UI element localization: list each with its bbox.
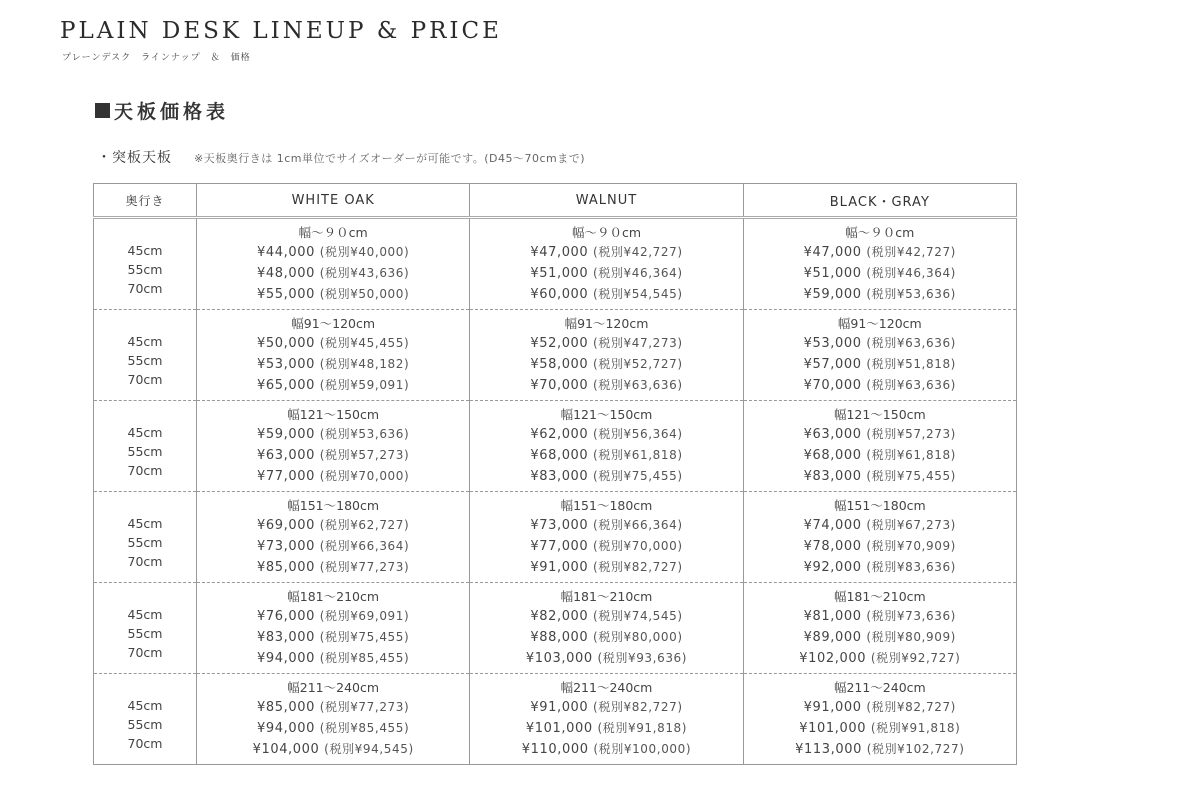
price-value: ¥57,000 xyxy=(803,357,862,372)
price-value: ¥78,000 xyxy=(803,539,862,554)
depth-label: 70cm xyxy=(127,371,163,387)
price-line xyxy=(744,648,1016,669)
width-range-label: 幅121〜150cm xyxy=(560,407,653,422)
price-line xyxy=(470,284,742,305)
price-line xyxy=(197,242,469,263)
price-cell xyxy=(197,583,470,674)
price-line xyxy=(470,333,742,354)
price-table xyxy=(93,183,1017,765)
width-range-label: 幅181〜210cm xyxy=(833,589,926,604)
price-cell xyxy=(743,674,1016,765)
price-line xyxy=(470,424,742,445)
price-excl-tax: (税別¥91,818) xyxy=(597,721,688,735)
price-excl-tax: (税別¥82,727) xyxy=(593,560,683,574)
price-excl-tax: (税別¥61,818) xyxy=(866,448,956,462)
price-value: ¥47,000 xyxy=(530,245,589,260)
price-line xyxy=(744,375,1016,396)
price-excl-tax: (税別¥57,273) xyxy=(319,448,410,462)
price-line xyxy=(744,333,1016,354)
subheading xyxy=(97,147,585,167)
price-excl-tax: (税別¥73,636) xyxy=(866,609,956,623)
price-value: ¥101,000 xyxy=(799,721,867,736)
depth-label: 70cm xyxy=(127,553,163,569)
price-line xyxy=(744,284,1016,305)
price-line xyxy=(197,354,469,375)
price-line xyxy=(197,697,469,718)
price-excl-tax: (税別¥102,727) xyxy=(866,742,965,756)
price-cell xyxy=(470,492,743,583)
price-cell xyxy=(197,310,470,401)
width-range-label: 幅〜９０cm xyxy=(845,225,915,240)
section-heading xyxy=(95,97,229,124)
price-excl-tax: (税別¥93,636) xyxy=(597,651,688,665)
table-row xyxy=(94,218,1017,310)
price-excl-tax: (税別¥94,545) xyxy=(324,742,414,756)
price-value: ¥73,000 xyxy=(257,539,315,554)
price-value: ¥83,000 xyxy=(803,469,862,484)
price-line xyxy=(197,424,469,445)
depth-cell xyxy=(94,674,197,765)
price-cell xyxy=(470,674,743,765)
price-value: ¥74,000 xyxy=(803,518,862,533)
price-value: ¥82,000 xyxy=(530,609,589,624)
width-range-label: 幅211〜240cm xyxy=(287,680,380,695)
price-value: ¥50,000 xyxy=(257,336,315,351)
price-line xyxy=(470,515,742,536)
price-excl-tax: (税別¥40,000) xyxy=(319,245,410,259)
price-excl-tax: (税別¥54,545) xyxy=(593,287,683,301)
price-excl-tax: (税別¥42,727) xyxy=(866,245,956,259)
price-excl-tax: (税別¥63,636) xyxy=(866,378,956,392)
width-range-label: 幅121〜150cm xyxy=(287,407,380,422)
width-range-label: 幅211〜240cm xyxy=(833,680,926,695)
depth-cell xyxy=(94,218,197,310)
price-line xyxy=(470,718,742,739)
price-value: ¥91,000 xyxy=(530,700,589,715)
width-range-label: 幅181〜210cm xyxy=(287,589,380,604)
price-value: ¥94,000 xyxy=(257,721,315,736)
price-value: ¥52,000 xyxy=(530,336,589,351)
price-line xyxy=(197,333,469,354)
price-value: ¥76,000 xyxy=(257,609,315,624)
depth-cell xyxy=(94,401,197,492)
price-value: ¥81,000 xyxy=(803,609,862,624)
price-line xyxy=(744,424,1016,445)
price-line xyxy=(470,739,742,760)
square-bullet-icon xyxy=(95,103,110,118)
price-line xyxy=(197,627,469,648)
width-range-label: 幅〜９０cm xyxy=(571,225,642,240)
price-line xyxy=(744,718,1016,739)
depth-cell xyxy=(94,492,197,583)
price-excl-tax: (税別¥52,727) xyxy=(593,357,683,371)
price-excl-tax: (税別¥48,182) xyxy=(319,357,410,371)
price-cell xyxy=(470,401,743,492)
price-value: ¥65,000 xyxy=(257,378,315,393)
price-line xyxy=(470,557,742,578)
price-value: ¥70,000 xyxy=(803,378,862,393)
price-value: ¥110,000 xyxy=(521,742,589,757)
table-row xyxy=(94,401,1017,492)
page-title: PLAIN DESK LINEUP & PRICE xyxy=(60,18,502,44)
price-value: ¥63,000 xyxy=(257,448,315,463)
subheading-name: ・突板天板 xyxy=(97,150,172,166)
price-cell xyxy=(470,310,743,401)
price-value: ¥85,000 xyxy=(257,700,315,715)
price-line xyxy=(470,536,742,557)
price-excl-tax: (税別¥47,273) xyxy=(593,336,683,350)
price-cell xyxy=(197,401,470,492)
price-excl-tax: (税別¥66,364) xyxy=(593,518,683,532)
price-excl-tax: (税別¥77,273) xyxy=(319,560,410,574)
price-value: ¥91,000 xyxy=(530,560,589,575)
price-line xyxy=(197,536,469,557)
price-line xyxy=(470,375,742,396)
price-value: ¥73,000 xyxy=(530,518,589,533)
width-range-label: 幅151〜180cm xyxy=(560,498,653,513)
price-excl-tax: (税別¥45,455) xyxy=(319,336,410,350)
price-cell xyxy=(197,218,470,310)
price-value: ¥59,000 xyxy=(803,287,862,302)
price-line xyxy=(197,557,469,578)
price-excl-tax: (税別¥77,273) xyxy=(319,700,410,714)
price-line xyxy=(744,466,1016,487)
table-row xyxy=(94,583,1017,674)
price-excl-tax: (税別¥80,000) xyxy=(593,630,683,644)
price-line xyxy=(744,242,1016,263)
price-value: ¥63,000 xyxy=(803,427,862,442)
price-value: ¥94,000 xyxy=(257,651,315,666)
price-excl-tax: (税別¥43,636) xyxy=(319,266,410,280)
price-cell xyxy=(197,674,470,765)
price-value: ¥51,000 xyxy=(803,266,862,281)
price-excl-tax: (税別¥85,455) xyxy=(319,721,410,735)
price-excl-tax: (税別¥56,364) xyxy=(593,427,683,441)
price-line xyxy=(470,263,742,284)
price-line xyxy=(744,263,1016,284)
price-excl-tax: (税別¥63,636) xyxy=(866,336,956,350)
price-excl-tax: (税別¥70,000) xyxy=(319,469,410,483)
width-range-label: 幅91〜120cm xyxy=(564,316,649,331)
price-line xyxy=(744,536,1016,557)
price-cell xyxy=(470,218,743,310)
price-excl-tax: (税別¥91,818) xyxy=(870,721,961,735)
price-value: ¥53,000 xyxy=(803,336,862,351)
price-excl-tax: (税別¥75,455) xyxy=(866,469,956,483)
column-header-depth: 奥行き xyxy=(94,184,197,218)
price-line xyxy=(470,445,742,466)
price-value: ¥101,000 xyxy=(525,721,593,736)
price-value: ¥103,000 xyxy=(525,651,593,666)
depth-label: 55cm xyxy=(127,625,163,641)
price-value: ¥89,000 xyxy=(803,630,862,645)
width-range-label: 幅151〜180cm xyxy=(287,498,380,513)
price-line xyxy=(744,739,1016,760)
width-range-label: 幅91〜120cm xyxy=(291,316,376,331)
price-line xyxy=(470,697,742,718)
price-value: ¥77,000 xyxy=(530,539,589,554)
price-cell xyxy=(743,492,1016,583)
depth-label: 55cm xyxy=(127,534,163,550)
price-cell xyxy=(743,218,1016,310)
price-excl-tax: (税別¥82,727) xyxy=(593,700,683,714)
price-value: ¥59,000 xyxy=(257,427,315,442)
price-excl-tax: (税別¥100,000) xyxy=(593,742,692,756)
price-line xyxy=(744,354,1016,375)
price-excl-tax: (税別¥66,364) xyxy=(319,539,410,553)
price-value: ¥102,000 xyxy=(799,651,867,666)
price-line xyxy=(744,515,1016,536)
depth-label: 70cm xyxy=(127,735,163,751)
depth-label: 70cm xyxy=(127,462,163,478)
price-excl-tax: (税別¥75,455) xyxy=(593,469,683,483)
price-excl-tax: (税別¥63,636) xyxy=(593,378,683,392)
price-excl-tax: (税別¥80,909) xyxy=(866,630,956,644)
price-value: ¥69,000 xyxy=(257,518,315,533)
price-line xyxy=(744,627,1016,648)
price-cell xyxy=(743,310,1016,401)
price-excl-tax: (税別¥53,636) xyxy=(866,287,956,301)
price-line xyxy=(197,263,469,284)
price-excl-tax: (税別¥46,364) xyxy=(593,266,683,280)
price-line xyxy=(197,648,469,669)
width-range-label: 幅211〜240cm xyxy=(560,680,653,695)
depth-label: 45cm xyxy=(127,242,163,258)
price-value: ¥44,000 xyxy=(257,245,315,260)
price-value: ¥62,000 xyxy=(530,427,589,442)
depth-label: 45cm xyxy=(127,606,163,622)
price-value: ¥60,000 xyxy=(530,287,589,302)
price-excl-tax: (税別¥53,636) xyxy=(319,427,410,441)
price-excl-tax: (税別¥51,818) xyxy=(866,357,956,371)
price-value: ¥58,000 xyxy=(530,357,589,372)
depth-label: 55cm xyxy=(127,716,163,732)
price-line xyxy=(197,606,469,627)
price-excl-tax: (税別¥70,909) xyxy=(866,539,956,553)
price-value: ¥92,000 xyxy=(803,560,862,575)
depth-label: 55cm xyxy=(127,352,163,368)
column-header-black-gray: BLACK・GRAY xyxy=(743,184,1016,218)
depth-label: 45cm xyxy=(127,424,163,440)
price-cell xyxy=(197,492,470,583)
price-value: ¥91,000 xyxy=(803,700,862,715)
price-value: ¥104,000 xyxy=(252,742,320,757)
width-range-label: 幅91〜120cm xyxy=(837,316,922,331)
price-excl-tax: (税別¥62,727) xyxy=(319,518,410,532)
price-value: ¥55,000 xyxy=(257,287,315,302)
price-line xyxy=(470,242,742,263)
depth-label: 55cm xyxy=(127,261,163,277)
price-line xyxy=(197,718,469,739)
price-excl-tax: (税別¥69,091) xyxy=(319,609,410,623)
price-value: ¥51,000 xyxy=(530,266,589,281)
price-excl-tax: (税別¥42,727) xyxy=(593,245,683,259)
price-value: ¥47,000 xyxy=(803,245,862,260)
price-excl-tax: (税別¥85,455) xyxy=(319,651,410,665)
table-row xyxy=(94,492,1017,583)
price-line xyxy=(470,354,742,375)
depth-label: 70cm xyxy=(127,644,163,660)
price-cell xyxy=(743,583,1016,674)
depth-label: 70cm xyxy=(127,280,163,296)
price-excl-tax: (税別¥59,091) xyxy=(319,378,410,392)
width-range-label: 幅151〜180cm xyxy=(833,498,926,513)
price-line xyxy=(470,627,742,648)
depth-label: 45cm xyxy=(127,333,163,349)
depth-label: 45cm xyxy=(127,697,163,713)
price-excl-tax: (税別¥75,455) xyxy=(319,630,410,644)
price-value: ¥88,000 xyxy=(530,630,589,645)
price-cell xyxy=(470,583,743,674)
width-range-label: 幅181〜210cm xyxy=(560,589,653,604)
price-value: ¥83,000 xyxy=(257,630,315,645)
price-value: ¥85,000 xyxy=(257,560,315,575)
price-line xyxy=(744,697,1016,718)
price-line xyxy=(744,606,1016,627)
price-line xyxy=(470,648,742,669)
price-value: ¥113,000 xyxy=(795,742,862,757)
depth-cell xyxy=(94,310,197,401)
price-line xyxy=(470,466,742,487)
price-value: ¥68,000 xyxy=(803,448,862,463)
subheading-note: ※天板奥行きは 1cm単位でサイズオーダーが可能です。(D45〜70cmまで) xyxy=(194,152,586,165)
table-header-row xyxy=(94,184,1017,218)
table-row xyxy=(94,674,1017,765)
price-excl-tax: (税別¥46,364) xyxy=(866,266,956,280)
price-line xyxy=(197,284,469,305)
price-excl-tax: (税別¥82,727) xyxy=(866,700,956,714)
price-line xyxy=(197,515,469,536)
price-value: ¥83,000 xyxy=(530,469,589,484)
price-line xyxy=(197,739,469,760)
depth-label: 55cm xyxy=(127,443,163,459)
price-value: ¥68,000 xyxy=(530,448,589,463)
price-excl-tax: (税別¥50,000) xyxy=(319,287,410,301)
price-cell xyxy=(743,401,1016,492)
price-line xyxy=(470,606,742,627)
price-line xyxy=(744,445,1016,466)
price-excl-tax: (税別¥74,545) xyxy=(593,609,683,623)
page-subtitle: プレーンデスク ラインナップ ＆ 価格 xyxy=(62,53,251,63)
table-row xyxy=(94,310,1017,401)
price-value: ¥53,000 xyxy=(257,357,315,372)
price-excl-tax: (税別¥57,273) xyxy=(866,427,956,441)
column-header-white-oak: WHITE OAK xyxy=(197,184,470,218)
price-value: ¥77,000 xyxy=(257,469,315,484)
width-range-label: 幅〜９０cm xyxy=(298,225,368,240)
price-line xyxy=(197,375,469,396)
price-excl-tax: (税別¥83,636) xyxy=(866,560,956,574)
depth-label: 45cm xyxy=(127,515,163,531)
price-excl-tax: (税別¥67,273) xyxy=(866,518,956,532)
price-excl-tax: (税別¥61,818) xyxy=(593,448,683,462)
section-heading-text: 天板価格表 xyxy=(114,101,230,123)
price-line xyxy=(197,466,469,487)
column-header-walnut: WALNUT xyxy=(470,184,743,218)
price-excl-tax: (税別¥92,727) xyxy=(870,651,961,665)
price-value: ¥70,000 xyxy=(530,378,589,393)
price-value: ¥48,000 xyxy=(257,266,315,281)
price-line xyxy=(744,557,1016,578)
width-range-label: 幅121〜150cm xyxy=(833,407,926,422)
depth-cell xyxy=(94,583,197,674)
price-excl-tax: (税別¥70,000) xyxy=(593,539,683,553)
price-line xyxy=(197,445,469,466)
